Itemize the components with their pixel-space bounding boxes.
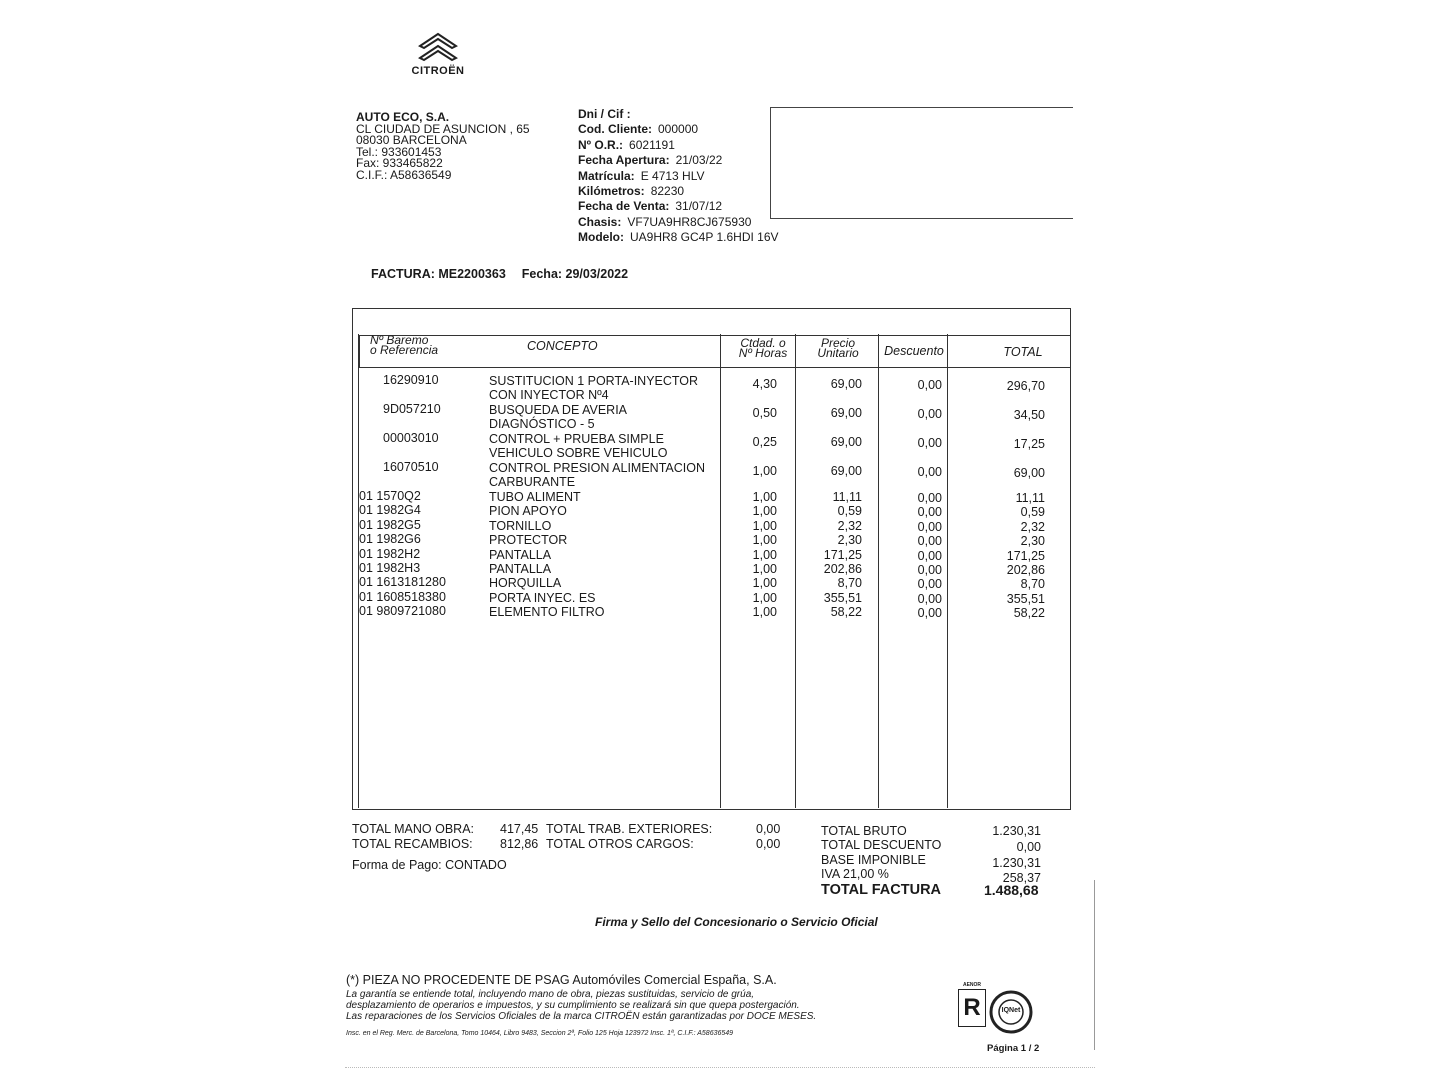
row-reference: 00003010 xyxy=(383,431,439,445)
row-discount: 0,00 xyxy=(917,519,942,534)
row-reference: 01 1982G6 xyxy=(359,532,421,547)
totals-label: BASE IMPONIBLE xyxy=(821,852,926,867)
vehicle-label: Nº O.R.: xyxy=(578,137,624,152)
row-quantity: 1,00 xyxy=(752,504,777,519)
header-price-line1: Precio xyxy=(820,336,855,350)
iqnet-label: IQNet xyxy=(1001,1007,1021,1014)
company-address2: 08030 BARCELONA xyxy=(356,133,467,147)
row-unit-price: 8,70 xyxy=(837,576,862,591)
warranty-line3: Las reparaciones de los Servicios Oficiales de la marca CITROËN están garantizadas por DOCE MESES. xyxy=(346,1010,817,1022)
company-block xyxy=(356,112,530,181)
table-header-row xyxy=(359,335,1070,368)
row-concept: HORQUILLA xyxy=(489,576,562,591)
vehicle-row xyxy=(578,199,779,214)
registry-text: Insc. en el Reg. Merc. de Barcelona, Tomo 10464, Libro 9483, Seccion 2ª, Folio 125 Hoja 123972 Insc. 1ª, C.I.F.: A58636549 xyxy=(346,1030,734,1037)
row-unit-price: 202,86 xyxy=(823,562,862,576)
vehicle-row xyxy=(578,122,779,137)
row-reference: 01 9809721080 xyxy=(359,604,446,619)
row-quantity: 1,00 xyxy=(752,490,777,504)
row-discount: 0,00 xyxy=(917,606,942,621)
vehicle-label: Cod. Cliente: xyxy=(578,122,652,137)
warranty-text xyxy=(346,990,816,1022)
row-discount: 0,00 xyxy=(917,407,942,421)
row-reference: 01 1613181280 xyxy=(359,575,446,590)
row-discount: 0,00 xyxy=(917,591,942,606)
row-unit-price: 11,11 xyxy=(832,490,862,504)
totals-label: TOTAL DESCUENTO xyxy=(821,838,942,853)
row-reference: 16290910 xyxy=(383,373,439,387)
aenor-logo xyxy=(957,982,987,1040)
row-reference: 01 1570Q2 xyxy=(359,489,421,503)
row-quantity: 1,00 xyxy=(752,576,777,591)
column-divider xyxy=(947,334,948,808)
column-divider xyxy=(878,334,879,808)
row-concept: PION APOYO xyxy=(489,504,567,519)
vehicle-value: 000000 xyxy=(658,122,699,137)
payment-method: Forma de Pago: CONTADO xyxy=(352,858,507,872)
row-discount: 0,00 xyxy=(917,577,942,592)
row-concept: TUBO ALIMENT xyxy=(489,490,581,504)
row-unit-price: 69,00 xyxy=(830,464,862,478)
vehicle-row xyxy=(578,138,779,153)
row-unit-price: 171,25 xyxy=(823,547,862,562)
header-ref xyxy=(370,335,438,355)
signature-caption: Firma y Sello del Concesionario o Servicio Oficial xyxy=(595,915,878,929)
vehicle-row xyxy=(578,215,779,230)
row-quantity: 0,50 xyxy=(752,406,777,420)
row-quantity: 1,00 xyxy=(752,590,777,605)
right-edge-line xyxy=(1094,880,1095,1050)
row-quantity: 1,00 xyxy=(752,547,777,562)
header-total: TOTAL xyxy=(1003,345,1043,359)
vehicle-row xyxy=(578,230,779,245)
invoice-number: FACTURA: ME2200363 xyxy=(371,267,506,281)
row-total: 69,00 xyxy=(1013,466,1045,480)
row-quantity: 1,00 xyxy=(752,533,777,548)
row-concept: PORTA INYEC. ES xyxy=(489,590,596,605)
row-concept: CONTROL PRESION ALIMENTACION xyxy=(489,461,706,475)
row-concept: CONTROL + PRUEBA SIMPLE xyxy=(489,432,664,446)
row-unit-price: 69,00 xyxy=(830,377,862,391)
company-fax: Fax: 933465822 xyxy=(356,156,443,170)
vehicle-row xyxy=(578,107,779,122)
row-reference: 9D057210 xyxy=(383,402,441,416)
row-total: 58,22 xyxy=(1013,606,1045,621)
vehicle-value: E 4713 HLV xyxy=(640,168,705,183)
invoice-header xyxy=(371,267,628,281)
row-concept-line2: VEHICULO SOBRE VEHICULO xyxy=(489,446,668,460)
aenor-label: AENOR xyxy=(962,982,982,988)
vehicle-value: 21/03/22 xyxy=(675,153,723,168)
row-total: 8,70 xyxy=(1020,577,1045,592)
row-concept: BUSQUEDA DE AVERIA xyxy=(489,403,628,417)
total-recambios-value: 812,86 xyxy=(500,837,539,851)
row-total: 355,51 xyxy=(1006,591,1045,606)
row-total: 296,70 xyxy=(1006,379,1045,393)
total-trab-label: TOTAL TRAB. EXTERIORES: xyxy=(546,822,713,836)
row-unit-price: 58,22 xyxy=(830,605,862,620)
company-tel: Tel.: 933601453 xyxy=(356,144,442,159)
iqnet-logo xyxy=(989,990,1033,1034)
row-reference: 01 1982H3 xyxy=(359,561,421,575)
grand-total-label: TOTAL FACTURA xyxy=(821,882,942,898)
row-concept-line2: DIAGNÓSTICO - 5 xyxy=(489,417,595,431)
company-name: AUTO ECO, S.A. xyxy=(356,110,450,124)
total-trab-value: 0,00 xyxy=(756,822,781,836)
row-discount: 0,00 xyxy=(917,548,942,563)
total-mano-value: 417,45 xyxy=(500,822,539,836)
vehicle-value: 31/07/12 xyxy=(675,199,723,214)
row-total: 17,25 xyxy=(1013,437,1045,451)
header-price-line2: Unitario xyxy=(817,346,859,360)
header-ref-line1: Nº Baremo xyxy=(370,333,429,347)
row-unit-price: 2,30 xyxy=(837,533,862,548)
vehicle-row xyxy=(578,169,779,184)
row-discount: 0,00 xyxy=(917,534,942,549)
vehicle-value: 82230 xyxy=(650,184,685,199)
warranty-line2: desplazamiento de operarios e impuestos, y su cumplimiento se realizará sin que quepa postergación. xyxy=(346,999,800,1011)
row-concept: SUSTITUCION 1 PORTA-INYECTOR xyxy=(489,374,699,388)
header-qty-line1: Ctdad. o xyxy=(740,336,786,350)
column-divider xyxy=(795,334,796,808)
warranty-line1: La garantía se entiende total, incluyendo mano de obra, piezas sustituidas, servicio de grúa, xyxy=(346,989,755,1000)
row-quantity: 0,25 xyxy=(752,435,777,449)
vehicle-row xyxy=(578,153,779,168)
row-total: 2,32 xyxy=(1020,519,1045,534)
total-recambios-label: TOTAL RECAMBIOS: xyxy=(352,837,473,851)
row-unit-price: 2,32 xyxy=(837,518,862,533)
footer-note: (*) PIEZA NO PROCEDENTE DE PSAG Automóviles Comercial España, S.A. xyxy=(346,973,777,987)
row-reference: 01 1608518380 xyxy=(359,589,446,604)
row-quantity: 1,00 xyxy=(752,562,777,576)
row-quantity: 1,00 xyxy=(752,464,777,478)
row-quantity: 1,00 xyxy=(752,518,777,533)
row-reference: 16070510 xyxy=(383,460,439,474)
vehicle-label: Chasis: xyxy=(578,214,622,229)
row-unit-price: 69,00 xyxy=(830,406,862,420)
row-total: 11,11 xyxy=(1015,491,1045,505)
totals-value: 0,00 xyxy=(1016,839,1041,854)
row-concept: PANTALLA xyxy=(489,562,552,576)
header-concepto: CONCEPTO xyxy=(527,339,598,353)
totals-value: 1.230,31 xyxy=(992,855,1041,870)
row-unit-price: 69,00 xyxy=(830,435,862,449)
row-unit-price: 0,59 xyxy=(837,504,862,519)
totals-left xyxy=(352,822,781,873)
header-discount: Descuento xyxy=(884,344,944,358)
vehicle-row xyxy=(578,184,779,199)
totals-value: 1.230,31 xyxy=(992,824,1041,838)
page-number: Página 1 / 2 xyxy=(987,1043,1040,1054)
total-mano-label: TOTAL MANO OBRA: xyxy=(352,822,475,836)
row-total: 202,86 xyxy=(1006,563,1045,577)
row-concept-line2: CARBURANTE xyxy=(489,475,576,489)
vehicle-label: Fecha de Venta: xyxy=(578,199,670,214)
row-concept: PANTALLA xyxy=(489,547,552,562)
row-total: 2,30 xyxy=(1020,534,1045,549)
invoice-date: Fecha: 29/03/2022 xyxy=(521,267,629,281)
address-box xyxy=(770,107,1073,219)
totals-label: IVA 21,00 % xyxy=(821,866,889,881)
total-otros-label: TOTAL OTROS CARGOS: xyxy=(546,837,694,851)
row-discount: 0,00 xyxy=(917,563,942,577)
total-otros-value: 0,00 xyxy=(756,837,781,851)
row-discount: 0,00 xyxy=(917,505,942,520)
vehicle-label: Matrícula: xyxy=(578,168,635,183)
row-discount: 0,00 xyxy=(917,491,942,505)
vehicle-label: Fecha Apertura: xyxy=(578,153,670,168)
vehicle-info xyxy=(578,107,779,246)
row-reference: 01 1982G4 xyxy=(359,503,421,518)
row-total: 0,59 xyxy=(1020,505,1045,520)
vehicle-label: Kilómetros: xyxy=(578,184,645,199)
row-discount: 0,00 xyxy=(917,465,942,479)
row-discount: 0,00 xyxy=(917,378,942,392)
vehicle-label: Modelo: xyxy=(578,230,624,245)
brand-name: CITROËN xyxy=(411,65,465,77)
vehicle-value: UA9HR8 GC4P 1.6HDI 16V xyxy=(630,230,779,245)
totals-value: 258,37 xyxy=(1002,871,1041,886)
grand-total xyxy=(821,882,1039,898)
vehicle-value: VF7UA9HR8CJ675930 xyxy=(627,214,752,229)
citroen-logo xyxy=(400,28,476,84)
company-cif: C.I.F.: A58636549 xyxy=(356,167,452,182)
row-quantity: 4,30 xyxy=(752,377,777,391)
header-price xyxy=(806,338,870,358)
column-divider xyxy=(720,334,721,808)
header-qty xyxy=(730,338,796,358)
citroen-chevrons-icon xyxy=(416,28,460,64)
vehicle-label: Dni / Cif : xyxy=(578,107,631,121)
row-concept: PROTECTOR xyxy=(489,533,568,548)
row-concept: TORNILLO xyxy=(489,518,552,533)
header-qty-line2: Nº Horas xyxy=(738,346,788,360)
row-total: 171,25 xyxy=(1006,548,1045,563)
row-quantity: 1,00 xyxy=(752,605,777,620)
bottom-divider xyxy=(345,1067,1095,1068)
row-unit-price: 355,51 xyxy=(823,590,862,605)
header-ref-line2: o Referencia xyxy=(370,343,439,357)
totals-label: TOTAL BRUTO xyxy=(821,824,907,838)
row-discount: 0,00 xyxy=(917,436,942,450)
row-concept-line2: CON INYECTOR Nº4 xyxy=(489,388,609,402)
row-reference: 01 1982G5 xyxy=(359,517,421,532)
aenor-r-icon: R xyxy=(958,989,986,1027)
row-concept: ELEMENTO FILTRO xyxy=(489,605,605,620)
row-reference: 01 1982H2 xyxy=(359,546,421,561)
vehicle-value: 6021191 xyxy=(629,137,675,152)
company-address1: CL CIUDAD DE ASUNCION , 65 xyxy=(356,121,530,136)
grand-total-value: 1.488,68 xyxy=(984,882,1039,898)
row-total: 34,50 xyxy=(1013,408,1045,422)
